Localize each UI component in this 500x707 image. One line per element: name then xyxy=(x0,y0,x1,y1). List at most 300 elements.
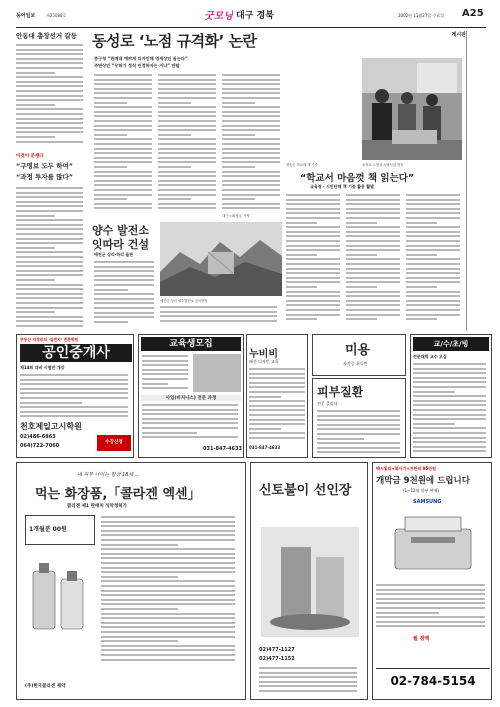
ad-print-body xyxy=(376,583,490,631)
interview-body-1 xyxy=(286,193,342,325)
text-line xyxy=(222,184,280,186)
text-line xyxy=(406,295,460,297)
text-line xyxy=(317,424,400,426)
text-line xyxy=(94,312,154,314)
text-line xyxy=(94,88,152,90)
text-line xyxy=(94,148,152,150)
ad-print-offer: 월 정액 xyxy=(413,636,430,642)
text-line xyxy=(317,447,400,449)
text-line xyxy=(249,386,305,388)
ad-realtor-title: 공인중개사 xyxy=(42,345,110,361)
ad-edu-subtitle: 사업(비지니스) 전문 과정 xyxy=(141,395,241,401)
text-line xyxy=(158,92,216,94)
text-line xyxy=(16,297,83,299)
text-line xyxy=(406,231,460,233)
text-line xyxy=(94,92,152,94)
text-line xyxy=(346,277,400,279)
text-line xyxy=(20,397,128,399)
text-line xyxy=(158,134,191,136)
text-line xyxy=(222,115,280,117)
ad-edu-title: 교육생모집 xyxy=(169,339,213,349)
text-line xyxy=(158,157,216,159)
text-line xyxy=(222,97,280,99)
ad-skin-title: 피부질환 xyxy=(317,385,364,399)
masthead xyxy=(16,4,486,28)
main-subhead-2: 주변상인 “무허가 정식 인정하자는 거냐” 반발 xyxy=(94,63,180,68)
ad-edu-title-box xyxy=(141,337,241,351)
left-headline: 안동대 총장선거 갈등 xyxy=(16,32,78,40)
text-line xyxy=(346,258,400,260)
text-line xyxy=(16,113,83,115)
ad-nuvi xyxy=(246,334,308,458)
main-body-col-2 xyxy=(158,73,218,213)
text-line xyxy=(376,589,485,591)
text-line xyxy=(16,58,83,60)
text-line xyxy=(101,571,235,573)
main-headline: 동성로 ‘노점 규격화’ 논란 xyxy=(92,32,257,50)
text-line xyxy=(16,53,83,55)
text-line xyxy=(346,281,400,283)
text-line xyxy=(346,235,400,237)
ad-miyong-sub: 자격증 취득반 xyxy=(343,361,368,366)
text-line xyxy=(222,88,280,90)
ad-realtor-phone: 02)486-6863 xyxy=(20,434,56,440)
text-line xyxy=(16,293,83,295)
interview-body-3 xyxy=(406,193,462,325)
ad-edu-image xyxy=(193,354,241,392)
text-line xyxy=(160,311,277,313)
text-line xyxy=(94,261,154,263)
ad-cosmetic-body xyxy=(101,515,241,665)
text-line xyxy=(158,175,216,177)
text-line xyxy=(222,207,280,209)
text-line xyxy=(94,184,152,186)
ad-realtor-school: 천호제일고시학원 xyxy=(20,422,82,431)
text-line xyxy=(249,377,305,379)
side-body-text-2 xyxy=(160,305,282,327)
text-line xyxy=(94,83,152,85)
text-line xyxy=(101,636,235,638)
text-line xyxy=(158,120,216,122)
text-line xyxy=(94,293,154,295)
text-line xyxy=(94,152,152,154)
text-line xyxy=(406,268,460,270)
text-line xyxy=(158,184,216,186)
text-line xyxy=(16,210,83,212)
text-line xyxy=(158,143,216,145)
text-line xyxy=(317,433,400,435)
text-line xyxy=(94,171,152,173)
text-line xyxy=(222,148,280,150)
text-line xyxy=(94,298,154,300)
ad-school-body xyxy=(413,362,489,456)
text-line xyxy=(222,166,255,168)
text-line xyxy=(101,544,178,546)
text-line xyxy=(222,138,280,140)
text-line xyxy=(413,414,486,416)
text-line xyxy=(16,288,83,290)
text-line xyxy=(158,125,216,127)
text-line xyxy=(406,286,437,288)
ad-product-title: 신토불이 선인장 xyxy=(259,483,352,498)
text-line xyxy=(158,171,216,173)
text-line xyxy=(249,382,305,384)
main-body-col-1 xyxy=(94,73,154,213)
text-line xyxy=(286,258,340,260)
text-line xyxy=(376,612,439,614)
text-line xyxy=(16,62,83,64)
right-column xyxy=(466,31,492,331)
text-line xyxy=(286,291,340,293)
ad-skin xyxy=(312,378,406,458)
text-line xyxy=(101,645,235,647)
text-line xyxy=(249,396,281,398)
text-line xyxy=(406,194,460,196)
text-line xyxy=(101,608,178,610)
text-line xyxy=(406,235,460,237)
text-line xyxy=(20,402,82,404)
text-line xyxy=(142,413,238,415)
text-line xyxy=(101,525,235,527)
text-line xyxy=(94,270,154,272)
text-line xyxy=(16,99,83,101)
ad-product xyxy=(250,462,368,700)
text-line xyxy=(94,138,152,140)
text-line xyxy=(222,198,255,200)
ad-realtor xyxy=(16,334,134,458)
text-line xyxy=(94,266,154,268)
ad-education xyxy=(138,334,244,458)
text-line xyxy=(406,314,460,316)
text-line xyxy=(406,226,460,228)
text-line xyxy=(286,222,317,224)
text-line xyxy=(101,548,235,550)
text-line xyxy=(142,373,188,375)
text-line xyxy=(94,129,152,131)
ad-cosmetic-sub: 콜라겐 제1 판매처 식약청허가 xyxy=(67,504,127,509)
text-line xyxy=(249,391,305,393)
text-line xyxy=(16,228,83,230)
text-line xyxy=(259,681,357,683)
text-line xyxy=(317,415,400,417)
ad-realtor-body xyxy=(20,373,132,419)
text-line xyxy=(94,166,127,168)
text-line xyxy=(346,217,400,219)
text-line xyxy=(346,254,377,256)
text-line xyxy=(413,386,486,388)
text-line xyxy=(249,423,305,425)
text-line xyxy=(222,92,280,94)
text-line xyxy=(158,166,191,168)
text-line xyxy=(101,659,235,661)
text-line xyxy=(406,277,460,279)
text-line xyxy=(16,122,83,124)
text-line xyxy=(346,240,400,242)
ad-edu-body-2 xyxy=(142,403,242,443)
text-line xyxy=(101,557,235,559)
text-line xyxy=(16,238,83,240)
text-line xyxy=(346,304,400,306)
ad-print-sub: (1~12월 할부 판매) xyxy=(403,488,439,493)
text-line xyxy=(94,143,152,145)
text-line xyxy=(259,672,357,674)
text-line xyxy=(249,432,305,434)
text-line xyxy=(94,125,152,127)
text-line xyxy=(94,279,154,281)
text-line xyxy=(101,580,235,582)
text-line xyxy=(406,249,460,251)
side-subhead: 예천군 상리·하리 들판 xyxy=(94,252,134,257)
text-line xyxy=(20,379,128,381)
text-line xyxy=(16,224,83,226)
text-line xyxy=(16,187,83,189)
text-line xyxy=(16,141,83,143)
issue-date: 2002년 11월27일 수요일 xyxy=(398,13,445,18)
text-line xyxy=(286,318,317,320)
text-line xyxy=(222,83,280,85)
text-line xyxy=(286,304,340,306)
text-line xyxy=(101,576,178,578)
ad-printer xyxy=(372,462,492,700)
text-line xyxy=(94,289,128,291)
text-line xyxy=(16,215,55,217)
text-line xyxy=(249,400,305,402)
ad-cosmetic-company: (주)한국콜라겐 제약 xyxy=(25,684,66,689)
text-line xyxy=(222,143,280,145)
text-line xyxy=(222,79,280,81)
ad-realtor-sub: 제14회 대비 시험반 개강 xyxy=(20,365,65,370)
text-line xyxy=(222,189,280,191)
text-line xyxy=(16,44,83,46)
text-line xyxy=(16,279,55,281)
main-byline: 대구=최성우 기자 xyxy=(222,214,250,218)
ad-product-image xyxy=(261,527,359,637)
text-line xyxy=(346,300,400,302)
ad-school xyxy=(410,334,492,458)
text-line xyxy=(286,199,340,201)
ad-realtor-title-box xyxy=(20,344,132,362)
text-line xyxy=(406,300,460,302)
text-line xyxy=(286,235,340,237)
text-line xyxy=(158,83,216,85)
photo-dam xyxy=(160,222,282,296)
text-line xyxy=(317,442,400,444)
text-line xyxy=(94,307,154,309)
text-line xyxy=(286,249,340,251)
left-body-text-2 xyxy=(16,186,86,331)
text-line xyxy=(94,316,154,318)
text-line xyxy=(249,373,305,375)
text-line xyxy=(16,302,83,304)
text-line xyxy=(101,617,235,619)
text-line xyxy=(413,395,486,397)
text-line xyxy=(158,79,216,81)
ad-nuvi-body xyxy=(249,367,307,441)
text-line xyxy=(376,598,485,600)
text-line xyxy=(94,102,127,104)
text-line xyxy=(346,309,400,311)
text-line xyxy=(286,226,340,228)
text-line xyxy=(286,254,317,256)
text-line xyxy=(249,428,281,430)
text-line xyxy=(16,311,55,313)
text-line xyxy=(142,355,188,357)
ad-print-brand: SAMSUNG xyxy=(413,499,442,505)
text-line xyxy=(317,451,400,453)
text-line xyxy=(413,377,486,379)
text-line xyxy=(94,97,152,99)
text-line xyxy=(222,106,280,108)
text-line xyxy=(16,307,83,309)
text-line xyxy=(158,198,191,200)
ad-print-top: 팩시밀리+복사기+프린터 95만원 xyxy=(376,466,437,471)
text-line xyxy=(222,157,280,159)
text-line xyxy=(286,263,340,265)
text-line xyxy=(249,419,305,421)
section-name: 대구 경북 xyxy=(236,11,274,21)
text-line xyxy=(16,251,83,253)
ad-product-phone2: 02)477-1152 xyxy=(259,656,295,662)
text-line xyxy=(286,194,340,196)
text-line xyxy=(94,189,152,191)
photo-caption-2: 예천군 상리 양수발전소 공사현장 xyxy=(160,299,208,303)
text-line xyxy=(406,240,460,242)
text-line xyxy=(142,409,238,411)
ad-print-image xyxy=(385,507,481,579)
text-line xyxy=(16,196,83,198)
text-line xyxy=(94,284,154,286)
text-line xyxy=(413,404,486,406)
text-line xyxy=(94,134,127,136)
text-line xyxy=(20,411,128,413)
text-line xyxy=(346,208,400,210)
text-line xyxy=(406,208,460,210)
text-line xyxy=(346,249,400,251)
text-line xyxy=(160,306,277,308)
text-line xyxy=(158,88,216,90)
text-line xyxy=(406,245,460,247)
text-line xyxy=(16,242,83,244)
text-line xyxy=(406,304,460,306)
text-line xyxy=(346,318,377,320)
text-line xyxy=(406,309,460,311)
text-line xyxy=(158,97,216,99)
text-line xyxy=(249,405,305,407)
text-line xyxy=(94,115,152,117)
text-line xyxy=(142,422,238,424)
ad-edu-phone: 031-847-4633 xyxy=(203,446,242,452)
text-line xyxy=(222,171,280,173)
ad-nuvi-subtitle: 패션 디자인 교육 xyxy=(249,359,279,364)
text-line xyxy=(376,607,485,609)
text-line xyxy=(158,152,216,154)
text-line xyxy=(101,640,178,642)
text-line xyxy=(413,368,486,370)
text-line xyxy=(160,320,277,322)
text-line xyxy=(259,685,357,687)
text-line xyxy=(101,603,235,605)
text-line xyxy=(413,432,486,434)
interview-quote: “학교서 마음껏 책 읽는다” xyxy=(300,173,415,184)
text-line xyxy=(406,217,460,219)
ad-school-title: 교/수/초/빙 xyxy=(433,340,469,348)
text-line xyxy=(142,418,238,420)
ad-print-phone-box xyxy=(376,668,490,692)
side-headline-a: 양수 발전소 xyxy=(92,224,149,237)
text-line xyxy=(142,432,197,434)
text-line xyxy=(413,423,455,425)
text-line xyxy=(286,286,317,288)
text-line xyxy=(16,261,83,263)
text-line xyxy=(16,67,83,69)
text-line xyxy=(222,180,280,182)
text-line xyxy=(406,199,460,201)
ad-cosmetic-title: 먹는 화장품,「콜라겐 엑센」 xyxy=(35,487,201,502)
text-line xyxy=(16,316,83,318)
text-line xyxy=(158,102,191,104)
text-line xyxy=(158,74,216,76)
text-line xyxy=(222,120,280,122)
main-subhead-1: 중구청 “판매대 예쁘게 디자인해 영세상인 돕는다” xyxy=(94,56,188,61)
text-line xyxy=(413,418,486,420)
ad-realtor-button[interactable]: 수강신청 xyxy=(97,435,131,451)
text-line xyxy=(20,374,128,376)
text-line xyxy=(16,274,83,276)
ad-print-title: 개막금 9천원에 드립니다 xyxy=(376,476,470,486)
text-line xyxy=(16,192,83,194)
text-line xyxy=(286,314,340,316)
text-line xyxy=(346,272,400,274)
text-line xyxy=(413,400,486,402)
text-line xyxy=(160,315,277,317)
text-line xyxy=(158,138,216,140)
text-line xyxy=(101,649,235,651)
text-line xyxy=(142,360,188,362)
text-line xyxy=(101,534,235,536)
text-line xyxy=(376,602,485,604)
ad-realtor-phone2: 064)722-7060 xyxy=(20,443,60,449)
text-line xyxy=(94,161,152,163)
text-line xyxy=(222,203,280,205)
ad-cosmetic-price-box xyxy=(25,515,95,545)
text-line xyxy=(259,676,357,678)
text-line xyxy=(158,106,216,108)
text-line xyxy=(94,175,152,177)
text-line xyxy=(101,626,235,628)
text-line xyxy=(94,207,152,209)
text-line xyxy=(16,265,83,267)
text-line xyxy=(222,125,280,127)
text-line xyxy=(413,437,486,439)
text-line xyxy=(158,189,216,191)
paper-name: 동아일보 xyxy=(16,13,36,19)
text-line xyxy=(20,392,128,394)
ad-realtor-top: 부동산 자격증의 ‘일번지’ 전문학원 xyxy=(20,337,79,342)
text-line xyxy=(346,291,400,293)
text-line xyxy=(346,314,400,316)
page-number: A25 xyxy=(462,8,484,19)
text-line xyxy=(406,291,460,293)
text-line xyxy=(16,104,55,106)
text-line xyxy=(20,383,128,385)
text-line xyxy=(142,387,188,389)
text-line xyxy=(94,180,152,182)
text-line xyxy=(158,161,216,163)
text-line xyxy=(286,212,340,214)
text-line xyxy=(346,295,400,297)
text-line xyxy=(142,383,168,385)
text-line xyxy=(413,391,455,393)
